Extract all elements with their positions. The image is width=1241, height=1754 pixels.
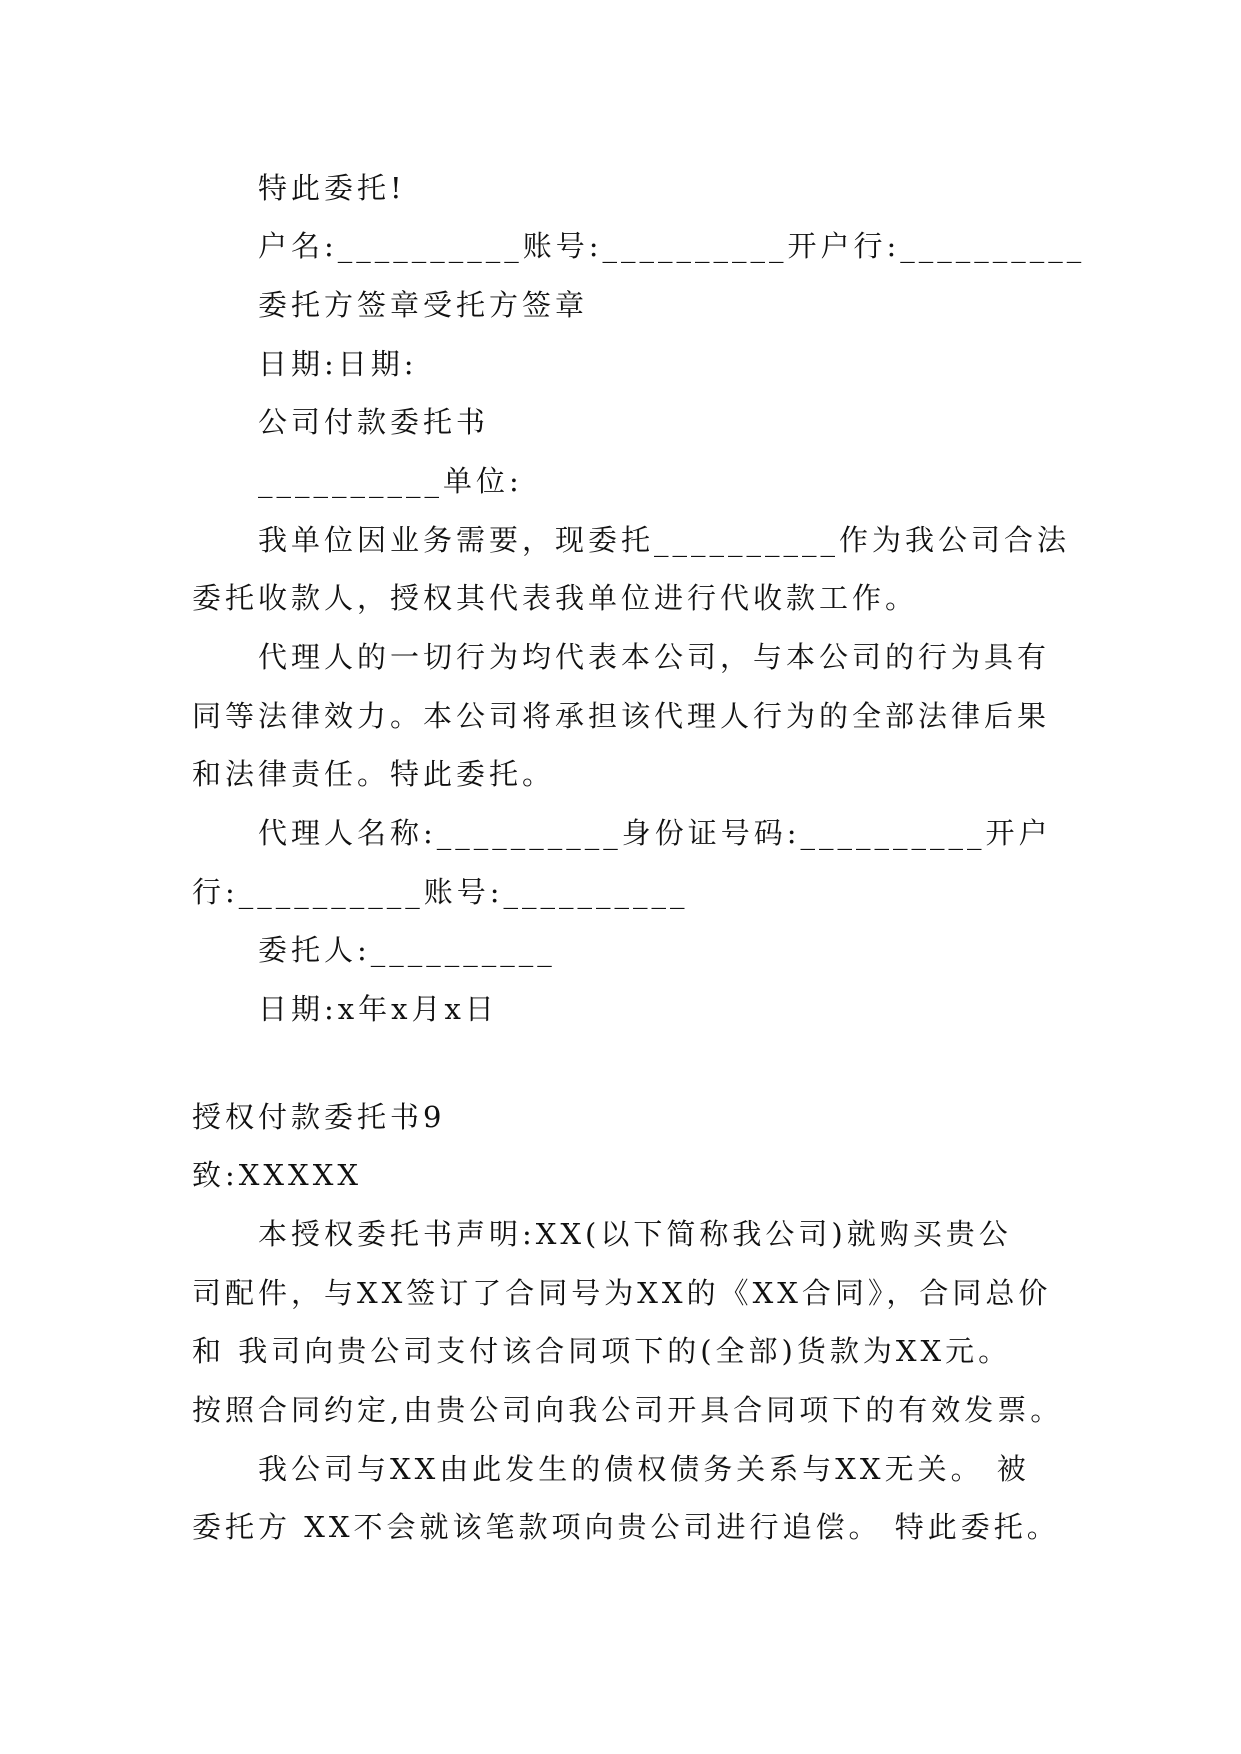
paragraph-line: 和法律责任。特此委托。	[192, 757, 556, 791]
text-line-addressee: 致:XXXXX	[192, 1158, 362, 1192]
paragraph-line: 委托方 XX不会就该笔款项向贵公司进行追偿。 特此委托。	[192, 1510, 1060, 1544]
text-line-account-fields: 户名:__________账号:__________开户行:__________	[258, 229, 1086, 263]
paragraph-line: 代理人的一切行为均代表本公司，与本公司的行为具有	[258, 640, 1051, 674]
text-line-dates: 日期:日期:	[258, 347, 418, 381]
paragraph-line: 我单位因业务需要，现委托__________作为我公司合法	[258, 523, 1071, 557]
paragraph-line: 和 我司向贵公司支付该合同项下的(全部)货款为XX元。	[192, 1334, 1012, 1368]
text-line-unit: __________单位:	[258, 464, 523, 498]
text-line-special-entrust: 特此委托!	[258, 171, 406, 205]
text-line-principal: 委托人:__________	[258, 933, 556, 967]
text-line-date: 日期:x年x月x日	[258, 992, 498, 1026]
section-title-company-payment: 公司付款委托书	[258, 405, 490, 439]
paragraph-line: 同等法律效力。本公司将承担该代理人行为的全部法律后果	[192, 699, 1051, 733]
text-line-signatures: 委托方签章受托方签章	[258, 288, 589, 322]
section-title-authorization: 授权付款委托书9	[192, 1100, 446, 1134]
paragraph-line: 我公司与XX由此发生的债权债务关系与XX无关。 被	[258, 1452, 1030, 1486]
paragraph-line: 本授权委托书声明:XX(以下简称我公司)就购买贵公	[258, 1217, 1012, 1251]
text-line-agent-fields-cont: 行:__________账号:__________	[192, 875, 689, 909]
paragraph-line: 委托收款人，授权其代表我单位进行代收款工作。	[192, 581, 919, 615]
text-line-agent-fields: 代理人名称:__________身份证号码:__________开户	[258, 816, 1052, 850]
paragraph-line: 司配件，与XX签订了合同号为XX的《XX合同》，合同总价	[192, 1276, 1052, 1310]
paragraph-line: 按照合同约定,由贵公司向我公司开具合同项下的有效发票。	[192, 1393, 1064, 1427]
